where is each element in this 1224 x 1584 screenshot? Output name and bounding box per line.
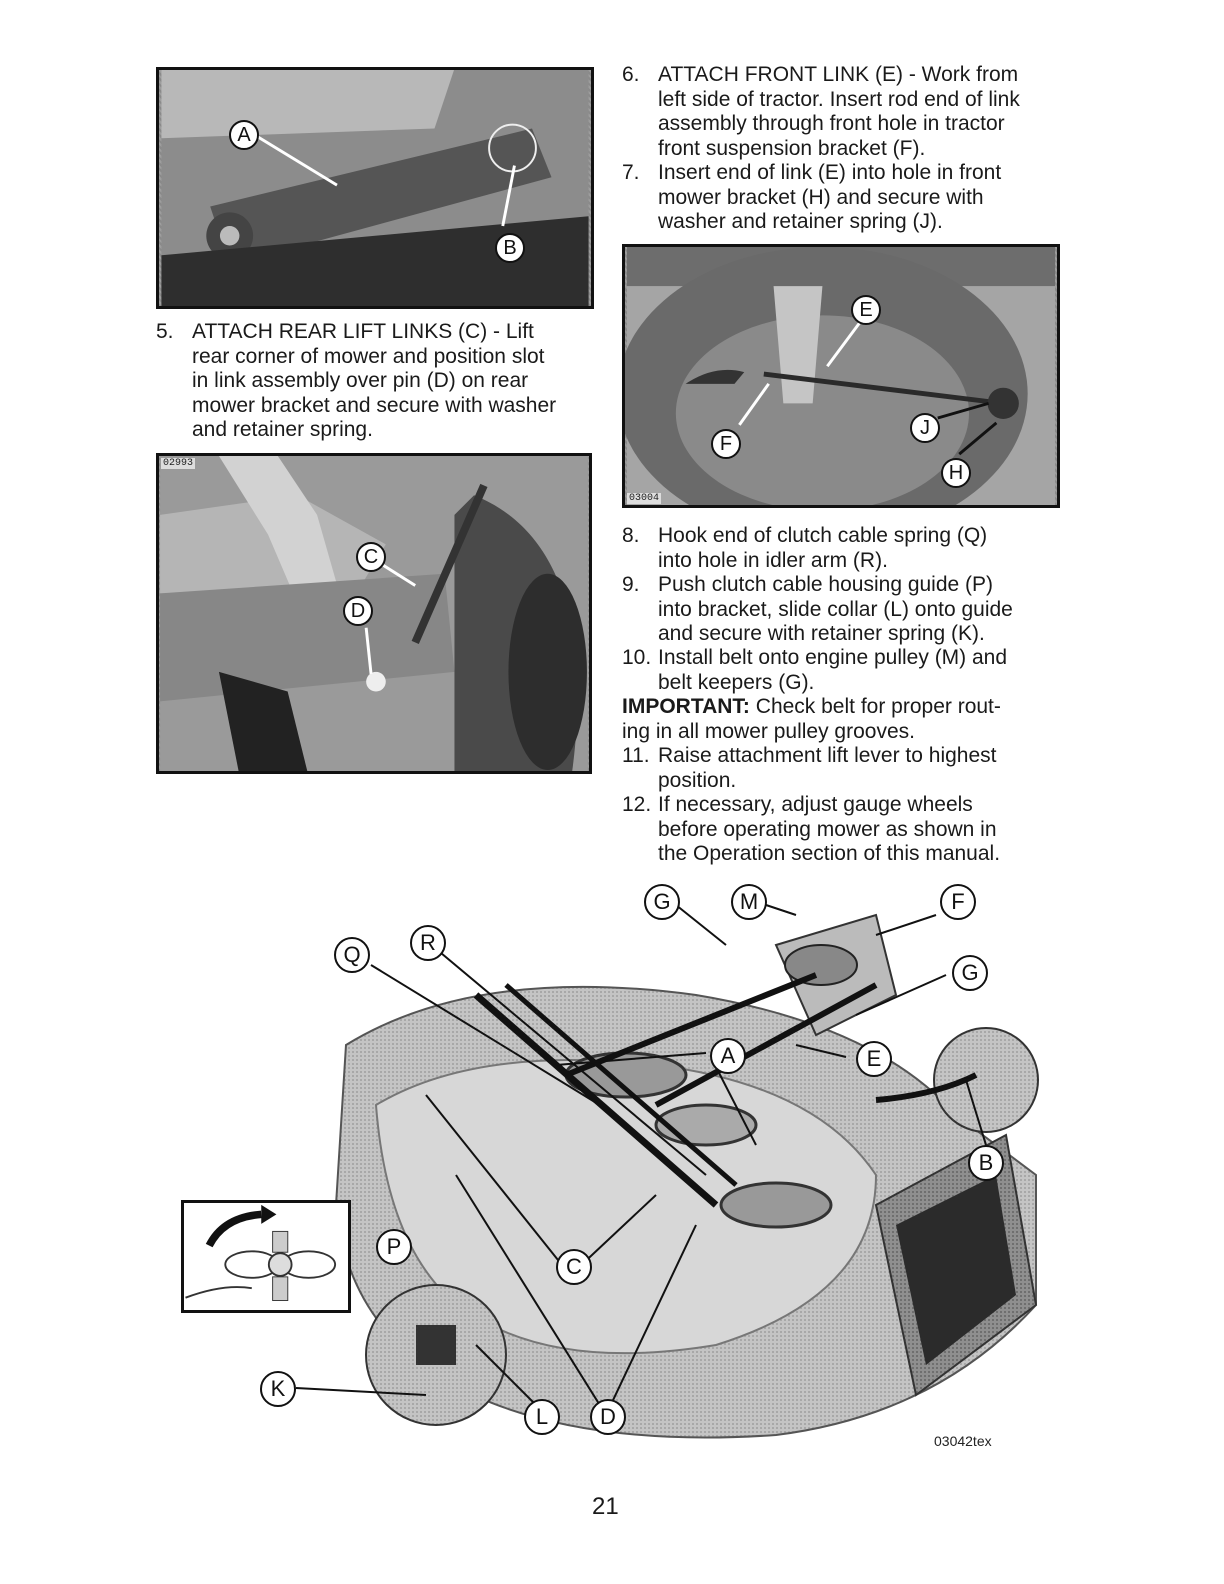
figure-code: 03042tex <box>934 1433 992 1449</box>
callout-a: A <box>710 1038 746 1074</box>
step-9 <box>622 573 1072 647</box>
important-note <box>622 695 1072 744</box>
step-11 <box>622 744 1072 793</box>
step-line: into hole in idler arm (R). <box>658 548 888 572</box>
mower-deck-art <box>176 875 1056 1455</box>
callout-b: B <box>968 1145 1004 1181</box>
callout-e: E <box>851 295 881 325</box>
step-number: 12. <box>622 793 652 816</box>
step-line: Raise attachment lift lever to highest <box>658 744 997 767</box>
photo-front-link-art <box>625 247 1057 505</box>
callout-m: M <box>731 884 767 920</box>
step-line: belt keepers (G). <box>658 670 815 694</box>
step-6 <box>622 63 1072 161</box>
step-12 <box>622 793 1072 867</box>
step-5 <box>156 320 596 443</box>
step-line: Push clutch cable housing guide (P) <box>658 573 994 596</box>
mower-deck-diagram <box>176 875 1056 1455</box>
figure-code: 03004 <box>629 493 660 504</box>
step-8 <box>622 524 1072 573</box>
callout-d: D <box>590 1399 626 1435</box>
step-number: 6. <box>622 63 640 86</box>
step-line: left side of tractor. Insert rod end of link <box>658 87 1020 111</box>
callout-g: G <box>644 884 680 920</box>
important-label: IMPORTANT: <box>622 695 750 718</box>
callout-b: B <box>495 233 525 263</box>
page-number: 21 <box>592 1493 619 1520</box>
photo-rear-lift-links-art <box>159 456 589 771</box>
callout-d: D <box>343 596 373 626</box>
retainer-spring-art <box>184 1203 348 1310</box>
step-7 <box>622 161 1072 235</box>
step-number: 7. <box>622 161 640 184</box>
callout-k: K <box>260 1371 296 1407</box>
step-number: 9. <box>622 573 640 596</box>
callout-j: J <box>910 413 940 443</box>
step-line: mower bracket and secure with washer <box>192 393 557 417</box>
callout-a: A <box>229 120 259 150</box>
step-line: Install belt onto engine pulley (M) and <box>658 646 1008 669</box>
important-text-1: Check belt for proper rout- <box>749 695 1001 718</box>
step-number: 10. <box>622 646 652 669</box>
step-number: 5. <box>156 320 174 343</box>
callout-c: C <box>556 1249 592 1285</box>
callout-f: F <box>711 429 741 459</box>
step-line: the Operation section of this manual. <box>658 842 1001 865</box>
step-line: If necessary, adjust gauge wheels <box>658 793 973 816</box>
photo-lift-link-a-b <box>156 67 594 309</box>
step-line: into bracket, slide collar (L) onto guide <box>658 597 1013 621</box>
step-line: Hook end of clutch cable spring (Q) <box>658 524 988 547</box>
step-line: washer and retainer spring (J). <box>658 210 943 233</box>
photo-lift-link-a-b-art <box>159 70 591 306</box>
step-line: rear corner of mower and position slot <box>192 344 545 368</box>
callout-e: E <box>856 1041 892 1077</box>
step-10 <box>622 646 1072 695</box>
important-text-2: ing in all mower pulley grooves. <box>622 719 915 743</box>
callout-h: H <box>941 458 971 488</box>
step-line: position. <box>658 768 737 792</box>
step-line: and secure with retainer spring (K). <box>658 622 985 645</box>
step-line: front suspension bracket (F). <box>658 136 926 160</box>
step-number: 8. <box>622 524 640 547</box>
step-line: mower bracket (H) and secure with <box>658 185 984 209</box>
callout-g-2: G <box>952 955 988 991</box>
step-line: assembly through front hole in tractor <box>658 112 1005 135</box>
step-line: and retainer spring. <box>192 418 373 441</box>
step-line: Insert end of link (E) into hole in front <box>658 161 1002 184</box>
callout-q: Q <box>334 937 370 973</box>
callout-c: C <box>356 542 386 572</box>
photo-front-link <box>622 244 1060 508</box>
callout-p: P <box>376 1229 412 1265</box>
step-line: in link assembly over pin (D) on rear <box>192 369 529 392</box>
callout-f: F <box>940 884 976 920</box>
step-number: 11. <box>622 744 650 767</box>
callout-l: L <box>524 1399 560 1435</box>
step-line: ATTACH REAR LIFT LINKS (C) - Lift <box>192 320 534 343</box>
photo-rear-lift-links <box>156 453 592 774</box>
callout-r: R <box>410 925 446 961</box>
inset-retainer-spring <box>181 1200 351 1313</box>
step-line: ATTACH FRONT LINK (E) - Work from <box>658 63 1019 86</box>
step-line: before operating mower as shown in <box>658 817 997 841</box>
figure-code: 02993 <box>163 458 194 469</box>
